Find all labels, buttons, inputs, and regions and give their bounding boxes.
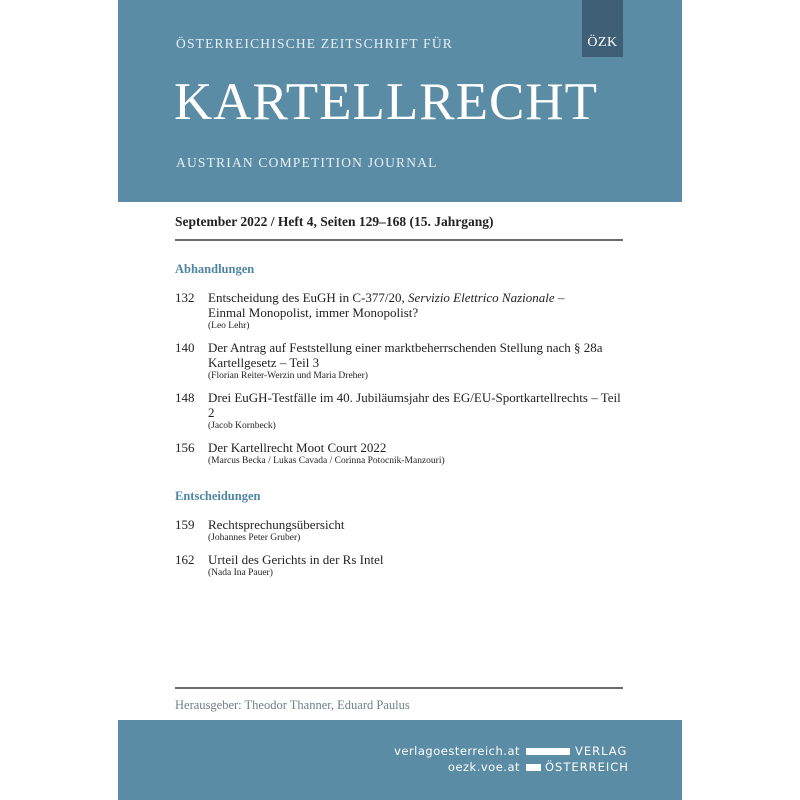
entry-title: Rechtsprechungsübersicht xyxy=(208,517,345,532)
page-number: 159 xyxy=(175,517,195,532)
journal-title: KARTELLRECHT xyxy=(174,73,598,131)
divider xyxy=(175,687,623,689)
toc-entry xyxy=(175,290,625,332)
editors: Herausgeber: Theodor Thanner, Eduard Paulus xyxy=(175,698,410,712)
entry-author: (Jacob Kornbeck) xyxy=(208,421,276,431)
page-number: 156 xyxy=(175,440,195,455)
entry-author: (Nada Ina Pauer) xyxy=(208,568,273,578)
website-link[interactable]: verlagoesterreich.at xyxy=(394,744,520,758)
page-number: 132 xyxy=(175,290,195,305)
publisher-logo-text: ÖSTERREICH xyxy=(545,760,629,774)
entry-title: Der Antrag auf Feststellung einer marktbeherrschenden Stellung nach § 28a Kartellgesetz – Teil 3 xyxy=(208,340,603,370)
journal-badge: ÖZK xyxy=(582,0,623,57)
page-number: 162 xyxy=(175,552,195,567)
publisher-logo-text: VERLAG xyxy=(575,744,628,758)
table-of-contents xyxy=(175,262,625,587)
entry-title: Der Kartellrecht Moot Court 2022 xyxy=(208,440,387,455)
toc-entry xyxy=(175,517,625,544)
entry-title xyxy=(208,290,598,320)
publisher-logo-bar xyxy=(526,764,541,771)
entry-title: Drei EuGH-Testfälle im 40. Jubiläumsjahr des EG/EU-Sportkartellrechts – Teil 2 xyxy=(208,390,621,420)
entry-title-italic: Servizio Elettrico Nazionale xyxy=(408,290,555,305)
issue-info: September 2022 / Heft 4, Seiten 129–168 (15. Jahrgang) xyxy=(175,214,494,229)
entry-author: (Johannes Peter Gruber) xyxy=(208,533,301,543)
toc-entry xyxy=(175,340,625,382)
publisher-logo-bar xyxy=(526,748,570,755)
supertitle: ÖSTERREICHISCHE ZEITSCHRIFT FÜR xyxy=(176,36,453,51)
page-number: 148 xyxy=(175,390,195,405)
page-number: 140 xyxy=(175,340,195,355)
entry-title: Urteil des Gerichts in der Rs Intel xyxy=(208,552,384,567)
entry-author: (Florian Reiter-Werzin und Maria Dreher) xyxy=(208,371,368,381)
toc-entry xyxy=(175,440,625,467)
divider xyxy=(175,239,623,241)
subtitle: AUSTRIAN COMPETITION JOURNAL xyxy=(176,155,438,170)
website-link[interactable]: oezk.voe.at xyxy=(447,760,520,774)
toc-entry xyxy=(175,390,625,432)
entry-author: (Leo Lehr) xyxy=(208,321,250,331)
entry-title-part: – Einmal Monopolist, immer Monopolist? xyxy=(208,290,565,320)
section-heading: Abhandlungen xyxy=(175,262,255,276)
section-heading: Entscheidungen xyxy=(175,489,261,503)
entry-author: (Marcus Becka / Lukas Cavada / Corinna Potocnik-Manzouri) xyxy=(208,456,445,466)
toc-entry xyxy=(175,552,625,579)
entry-title-part: Entscheidung des EuGH in C-377/20, xyxy=(208,290,409,305)
